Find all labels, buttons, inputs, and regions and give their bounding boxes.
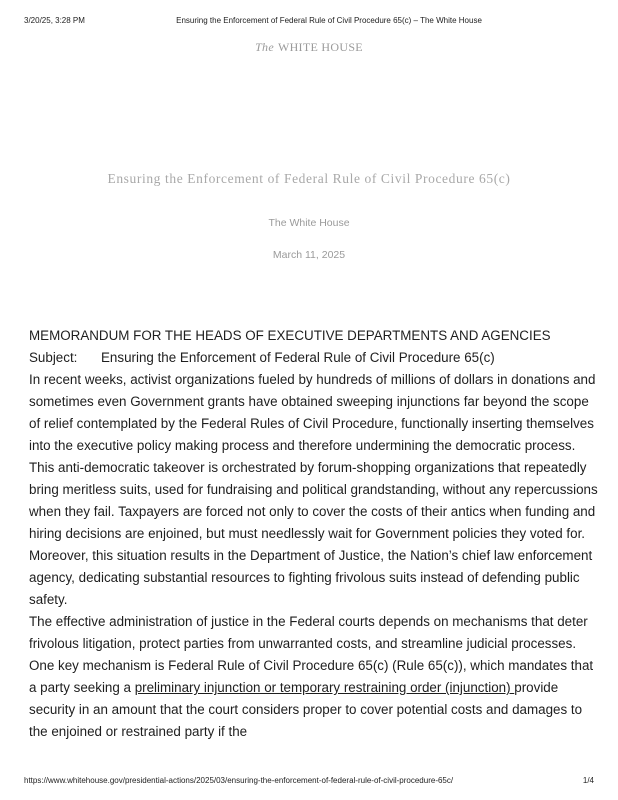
print-datetime: 3/20/25, 3:28 PM bbox=[24, 16, 85, 25]
print-header bbox=[0, 16, 618, 28]
memo-heading: MEMORANDUM FOR THE HEADS OF EXECUTIVE DEPARTMENTS AND AGENCIES bbox=[29, 328, 551, 343]
paragraph-3-text-before: The effective administration of justice in the Federal courts depends on mechanisms that deter frivolous litigation, protect parties from unwarranted costs, and streamline judicial processes. One key mechanism is Federal Rule of Civil Procedure 65(c) (Rule 65(c)), which mandates that a party seeking a bbox=[29, 614, 594, 695]
paragraph-1: In recent weeks, activist organizations fueled by hundreds of millions of dollars in donations and sometimes even Government grants have obtained sweeping injunctions far beyond the scope of relief contemplated by the Federal Rules of Civil Procedure, functionally inserting themselves into the executive policy making process and therefore undermining the democratic process. bbox=[29, 372, 596, 453]
paragraph-3-text-after: provide security in an amount that the court considers proper to cover potential costs and damages to the enjoined or restrained party if the bbox=[29, 680, 583, 739]
logo-name: WHITE HOUSE bbox=[277, 40, 363, 54]
article-title: Ensuring the Enforcement of Federal Rule of Civil Procedure 65(c) bbox=[107, 171, 511, 186]
article-body bbox=[29, 325, 599, 743]
paragraph-2: This anti-democratic takeover is orchestrated by forum-shopping organizations that repeatedly bring meritless suits, used for fundraising and political grandstanding, without any repercussions when they fail. Taxpayers are forced not only to cover the costs of their antics when funding and hiring decisions are enjoined, but must needlessly wait for Government policies they voted for. Moreover, this situation results in the Department of Justice, the Nation’s chief law enforcement agency, dedicating substantial resources to fighting frivolous suits instead of defending public safety. bbox=[29, 460, 598, 607]
print-page-title: Ensuring the Enforcement of Federal Rule of Civil Procedure 65(c) – The White House bbox=[176, 16, 482, 25]
injunction-link[interactable]: preliminary injunction or temporary restraining order (injunction) bbox=[134, 680, 515, 695]
logo-the: The bbox=[255, 40, 274, 54]
memo-subject bbox=[29, 347, 599, 369]
article-date: March 11, 2025 bbox=[272, 249, 346, 261]
subject-label: Subject: bbox=[29, 350, 78, 365]
print-footer bbox=[0, 776, 618, 788]
page-indicator: 1/4 bbox=[582, 776, 594, 785]
print-url: https://www.whitehouse.gov/presidential-actions/2025/03/ensuring-the-enforcement-of-federal-rule-of-civil-procedure-65c/ bbox=[24, 776, 454, 785]
article-byline[interactable]: The White House bbox=[268, 217, 350, 229]
paragraph-3 bbox=[29, 611, 599, 743]
subject-text: Ensuring the Enforcement of Federal Rule of Civil Procedure 65(c) bbox=[101, 350, 495, 365]
white-house-logo[interactable] bbox=[0, 40, 618, 55]
